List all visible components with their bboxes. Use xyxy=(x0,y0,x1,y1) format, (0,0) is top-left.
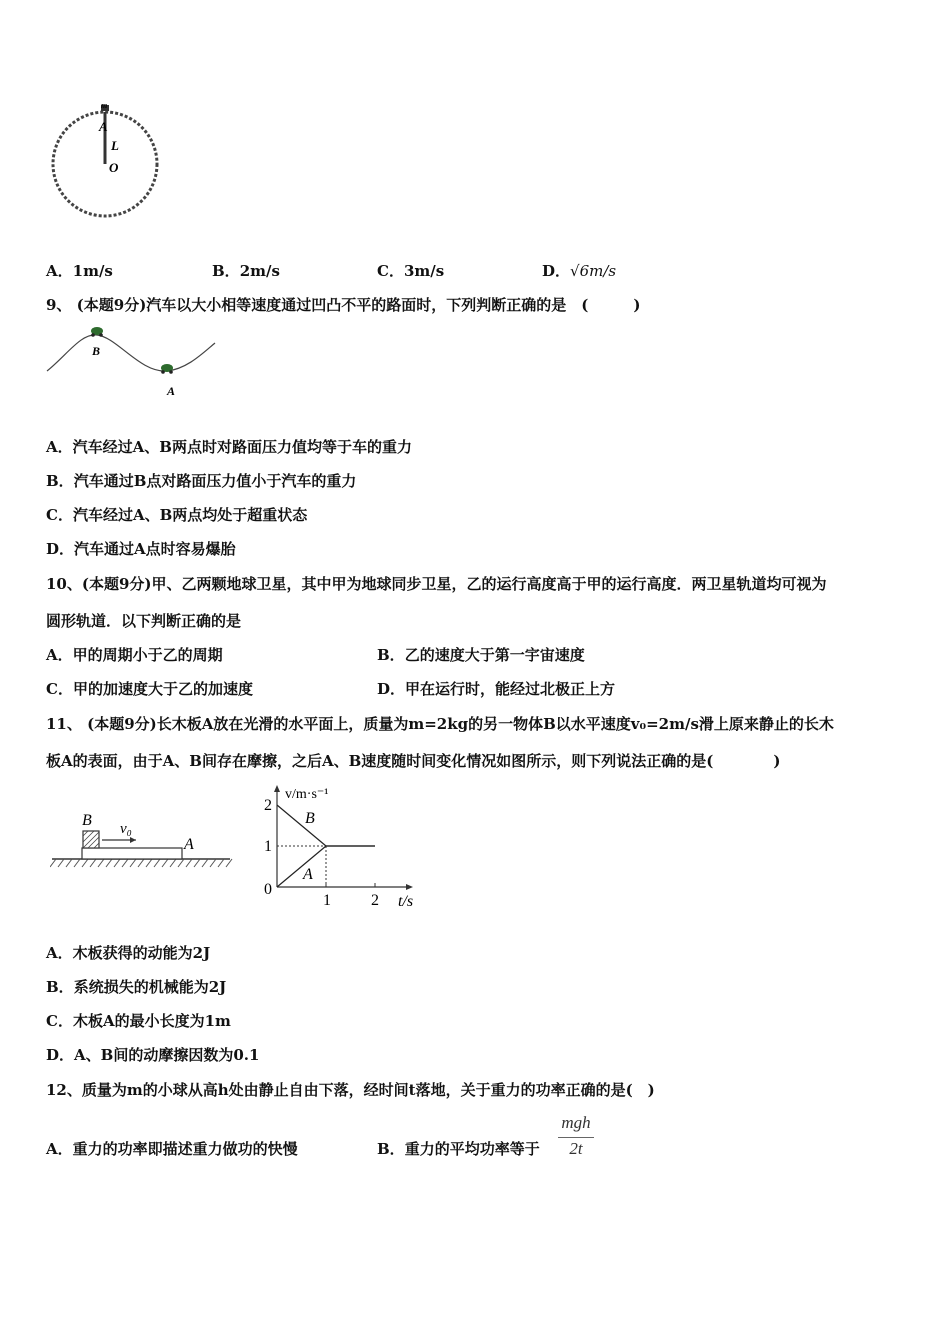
q11-option-c: C．木板A的最小长度为1m xyxy=(46,1012,231,1030)
q8-option-d: D．√6m/s xyxy=(542,262,617,280)
q11-vt-graph xyxy=(255,780,430,915)
graph-ytick-0: 0 xyxy=(264,881,272,898)
graph-ytick-2: 2 xyxy=(264,797,272,814)
q10-option-a: A．甲的周期小于乙的周期 xyxy=(46,646,223,664)
q9-label-A: A xyxy=(167,384,176,398)
graph-line-label-B: B xyxy=(305,810,315,827)
graph-xtick-2: 2 xyxy=(371,892,379,909)
q8-label-A: A xyxy=(99,119,108,134)
q11-option-d: D．A、B间的动摩擦因数为0.1 xyxy=(46,1046,260,1064)
q11-board-label-A: A xyxy=(184,836,194,853)
q11-stem-line2: 板A的表面，由于A、B间存在摩擦，之后A、B速度随时间变化情况如图所示，则下列说法正确的是( ) xyxy=(46,752,781,770)
q10-option-c: C．甲的加速度大于乙的加速度 xyxy=(46,680,253,698)
q9-stem: 9、 (本题9分)汽车以大小相等速度通过凹凸不平的路面时，下列判断正确的是 ( ) xyxy=(46,296,641,314)
q9-option-d: D．汽车通过A点时容易爆胎 xyxy=(46,540,236,558)
q10-option-d: D．甲在运行时，能经过北极正上方 xyxy=(377,680,616,698)
q8-label-m: m xyxy=(101,101,108,110)
q8-label-L: L xyxy=(111,138,119,153)
graph-line-label-A: A xyxy=(303,866,313,883)
q11-option-b: B．系统损失的机械能为2J xyxy=(46,978,227,996)
q11-board-figure xyxy=(50,805,235,875)
q12-option-a: A．重力的功率即描述重力做功的快慢 xyxy=(46,1140,298,1158)
q8-circle-figure xyxy=(45,98,165,223)
q9-road-figure xyxy=(45,325,220,400)
graph-series-B-segment-0 xyxy=(277,805,326,846)
graph-series-A-segment-0 xyxy=(277,846,326,887)
q8-option-b: B．2m/s xyxy=(212,262,280,280)
graph-y-arrow xyxy=(274,785,280,792)
q11-board-label-B: B xyxy=(82,812,92,829)
q9-label-B: B xyxy=(92,344,101,358)
q9-option-a: A．汽车经过A、B两点时对路面压力值均等于车的重力 xyxy=(46,438,412,456)
graph-xlabel: t/s xyxy=(398,893,414,910)
q8-option-a: A．1m/s xyxy=(46,262,113,280)
q8-label-O: O xyxy=(109,160,119,175)
q10-stem-line1: 10、(本题9分)甲、乙两颗地球卫星，其中甲为地球同步卫星，乙的运行高度高于甲的运行高度．两卫星轨道均可视为 xyxy=(46,575,827,593)
q10-option-b: B．乙的速度大于第一宇宙速度 xyxy=(377,646,585,664)
q11-stem-line1: 11、 (本题9分)长木板A放在光滑的水平面上，质量为m=2kg的另一物体B以水平速度v₀=2m/s滑上原来静止的长木 xyxy=(46,715,834,733)
q12-stem: 12、质量为m的小球从高h处由静止自由下落，经时间t落地，关于重力的功率正确的是( ) xyxy=(46,1081,655,1099)
q12-option-b: B．重力的平均功率等于 xyxy=(377,1140,540,1158)
graph-ylabel: v/m·s⁻¹ xyxy=(285,787,329,802)
q12-fraction-denominator: 2t xyxy=(569,1139,583,1158)
q11-board-label-v0: v₀ xyxy=(120,821,132,837)
graph-ytick-1: 1 xyxy=(264,838,272,855)
graph-xtick-1: 1 xyxy=(323,892,331,909)
q9-option-b: B．汽车通过B点对路面压力值小于汽车的重力 xyxy=(46,472,357,490)
q8-option-c: C．3m/s xyxy=(377,262,445,280)
q12-fraction-bar xyxy=(558,1137,594,1138)
q10-stem-line2: 圆形轨道．以下判断正确的是 xyxy=(46,612,242,630)
q12-fraction-numerator: mgh xyxy=(561,1113,591,1132)
graph-x-arrow xyxy=(406,884,413,890)
q9-option-c: C．汽车经过A、B两点均处于超重状态 xyxy=(46,506,308,524)
q11-option-a: A．木板获得的动能为2J xyxy=(46,944,211,962)
